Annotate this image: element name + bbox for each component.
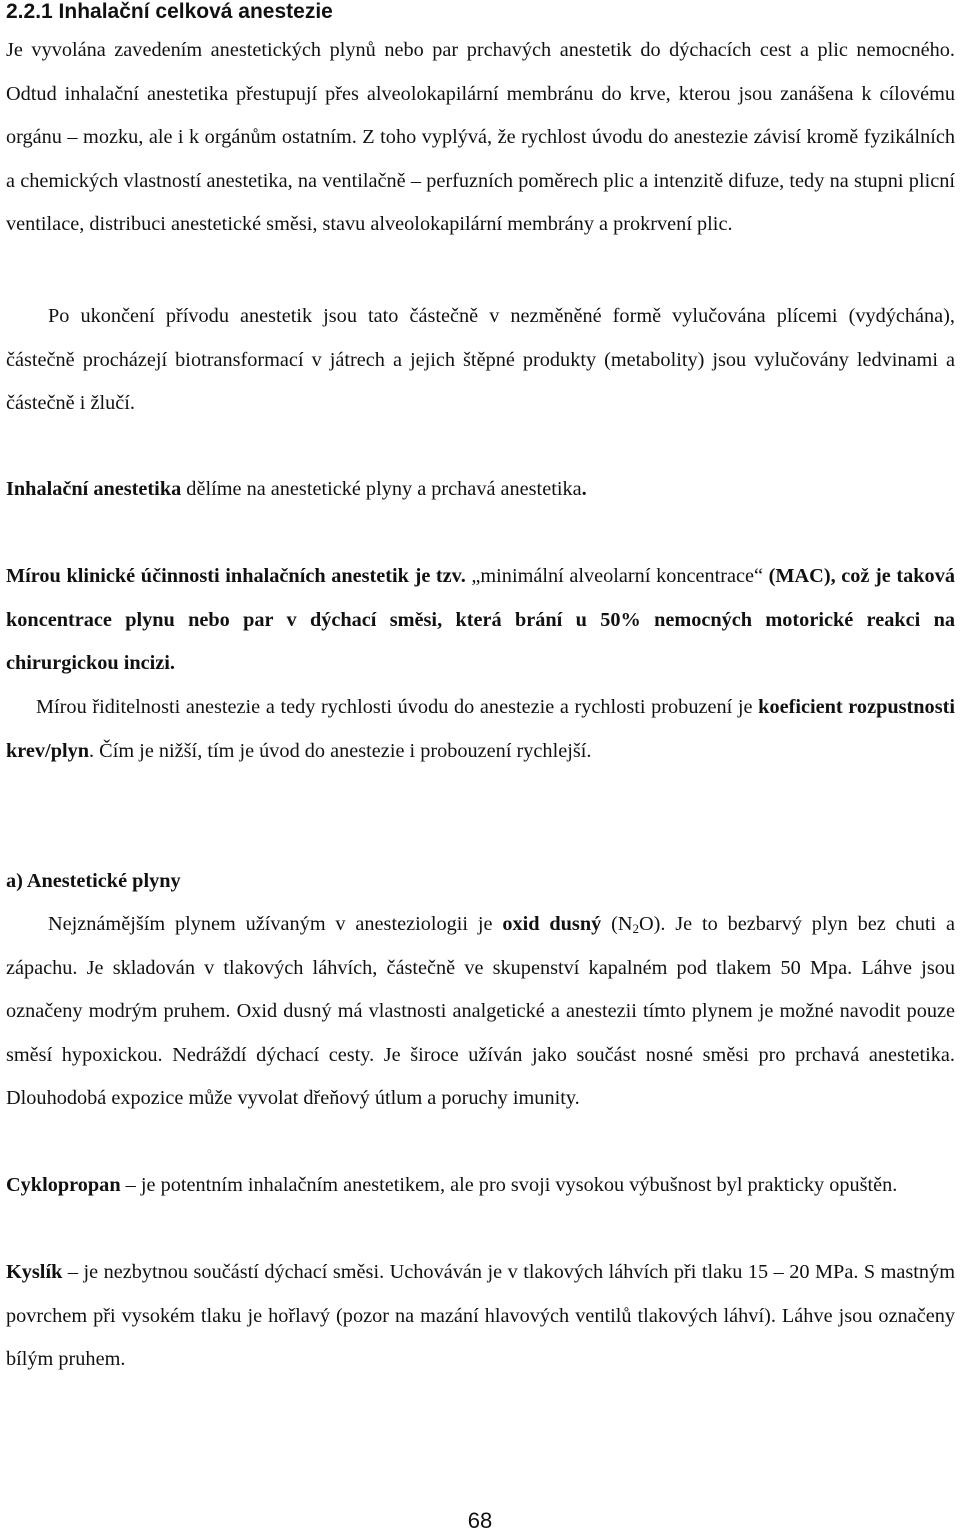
- cyclopropane-bold: Cyklopropan: [6, 1174, 121, 1196]
- cyclopropane-rest: – je potentním inhalačním anestetikem, ale pro svoji vysokou výbušnost byl prakticky opuštěn.: [120, 1174, 898, 1196]
- gases-heading: [6, 860, 955, 904]
- page-number: 68: [467, 1508, 493, 1533]
- division-end: .: [581, 478, 587, 500]
- nitrous-oxide-formula-open: (N: [601, 913, 633, 935]
- coefficient-paragraph: [6, 686, 955, 773]
- division-text: dělíme na anestetické plyny a prchavá anestetika: [181, 478, 582, 500]
- nitrous-oxide-formula-close: O): [638, 913, 661, 935]
- nitrous-oxide-paragraph: [6, 903, 955, 1121]
- nitrous-oxide-formula-sub: 2: [632, 921, 639, 936]
- section-heading: 2.2.1 Inhalační celková anestezie: [6, 0, 333, 23]
- coefficient-lead: Mírou řiditelnosti anestezie a tedy rychlosti úvodu do anestezie a rychlosti probuzení je: [36, 696, 759, 718]
- nitrous-oxide-rest: . Je to bezbarvý plyn bez chuti a zápachu. Je skladován v tlakových láhvích, částečně ve skupenství kapalném pod tlakem 50 Mpa. Láhve jsou označeny modrým pruhem. Oxid dusný má vlastnosti analgetické a anestezii tímto plynem je možné navodit pouze směsí hypoxickou. Nedráždí dýchací cesty. Je široce užíván jako součást nosné směsi pro prchavá anestetika. Dlouhodobá expozice může vyvolat dřeňový útlum a poruchy imunity.: [6, 913, 956, 1109]
- mac-quote: „minimální alveolarní koncentrace“: [465, 565, 769, 587]
- mac-bold-rest: (MAC), což je taková koncentrace plynu nebo par v dýchací směsi, která brání u 50% nemocných motorické reakci na chirurgickou incizi.: [6, 565, 955, 674]
- elimination-paragraph: Po ukončení přívodu anestetik jsou tato částečně v nezměněné formě vylučována plícemi (vydýchána), částečně procházejí biotransformací v játrech a jejich štěpné produkty (metabolity) jsou vylučovány ledvinami a částečně i žlučí.: [6, 305, 955, 414]
- coefficient-bold: koeficient rozpustnosti krev/plyn: [6, 696, 955, 762]
- coefficient-rest: . Čím je nižší, tím je úvod do anestezie i probouzení rychlejší.: [89, 739, 592, 762]
- cyclopropane-paragraph: [6, 1164, 955, 1208]
- intro-paragraph: Je vyvolána zavedením anestetických plynů nebo par prchavých anestetik do dýchacích cest a plic nemocného. Odtud inhalační anestetika přestupují přes alveolokapilární membránu do krve, kterou jsou zanášena k cílovému orgánu – mozku, ale i k orgánům ostatním. Z toho vyplývá, že rychlost úvodu do anestezie závisí kromě fyzikálních a chemických vlastností anestetika, na ventilačně – perfuzních poměrech plic a intenzitě difuze, tedy na stupni plicní ventilace, distribuci anestetické směsi, stavu alveolokapilární membrány a prokrvení plic.: [6, 39, 955, 235]
- gases-heading-text: a) Anestetické plyny: [6, 870, 181, 892]
- oxygen-rest: – je nezbytnou součástí dýchací směsi. Uchováván je v tlakových láhvích při tlaku 15 – 20 MPa. S mastným povrchem při vysokém tlaku je hořlavý (pozor na mazání hlavových ventilů tlakových láhví). Láhve jsou označeny bílým pruhem.: [6, 1261, 955, 1370]
- mac-paragraph: [6, 555, 955, 686]
- oxygen-paragraph: [6, 1251, 955, 1382]
- nitrous-oxide-lead: Nejznámějším plynem užívaným v anesteziologii je: [48, 913, 503, 935]
- division-paragraph: [6, 468, 955, 512]
- mac-bold-lead: Mírou klinické účinnosti inhalačních anestetik je tzv.: [6, 565, 466, 587]
- oxygen-bold: Kyslík: [6, 1261, 63, 1283]
- nitrous-oxide-bold: oxid dusný: [502, 913, 602, 935]
- division-bold: Inhalační anestetika: [6, 478, 182, 500]
